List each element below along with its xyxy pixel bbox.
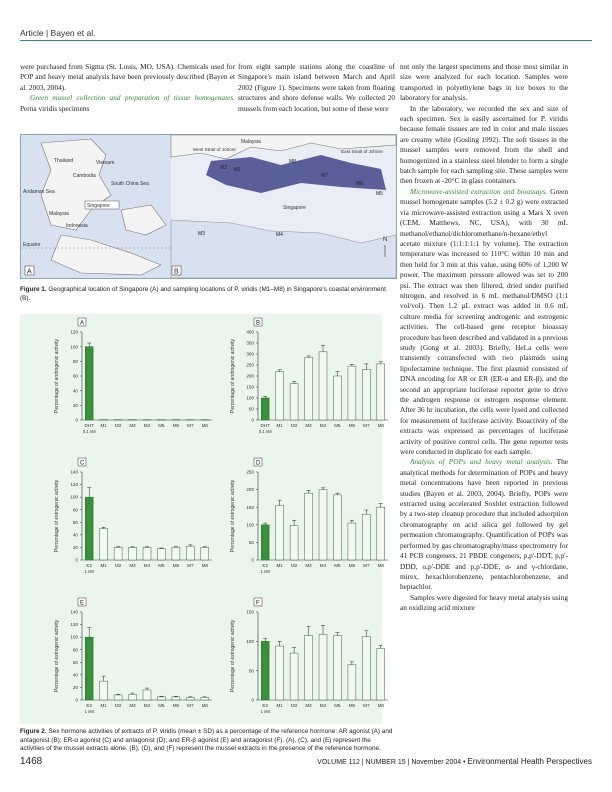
column-3-text — [400, 62, 568, 614]
y-tick-label: 400 — [246, 329, 254, 335]
x-tick-label: M8 — [201, 423, 208, 428]
x-tick-label: E2 — [262, 563, 269, 568]
y-tick-label: 0 — [251, 417, 254, 423]
bar — [143, 690, 151, 700]
map-label: Cambodia — [73, 173, 96, 179]
bar — [362, 514, 370, 560]
y-tick-label: 50 — [248, 406, 254, 412]
y-tick-label: 0 — [75, 557, 78, 563]
figure-1-map — [20, 134, 397, 279]
y-tick-label: 0 — [75, 417, 78, 423]
bar — [348, 665, 356, 700]
bar — [348, 523, 356, 560]
bar — [85, 637, 93, 700]
bar — [290, 384, 298, 420]
y-tick-label: 250 — [246, 362, 254, 368]
y-tick-label: 150 — [246, 504, 254, 510]
column-1-text — [20, 62, 235, 114]
x-tick-label: M6 — [172, 423, 180, 428]
y-tick-label: 350 — [246, 340, 254, 346]
x-tick-label: M4 — [319, 563, 327, 568]
figure-2-label: Figure 2. — [20, 728, 47, 735]
bar — [100, 681, 108, 700]
x-tick-label: M5 — [158, 703, 165, 708]
x-tick-label: M8 — [377, 703, 384, 708]
x-tick-label: M2 — [114, 423, 122, 428]
panel-a-label: A — [27, 268, 32, 276]
x-tick-label: M3 — [129, 423, 136, 428]
panel-label: B — [256, 320, 261, 327]
x-tick-label: M3 — [305, 423, 312, 428]
column-2-text — [238, 62, 395, 114]
y-tick-label: 150 — [246, 384, 254, 390]
y-tick-label: 250 — [246, 469, 254, 475]
station-label: M6 — [356, 181, 363, 187]
x-tick-label: E2 — [86, 703, 93, 708]
y-tick-label: 140 — [70, 609, 78, 615]
journal-info: VOLUME 112 | NUMBER 15 | November 2004 • Environmental Health Perspectives — [317, 757, 592, 766]
y-axis-label: Percentage of androgenic activity — [54, 339, 60, 413]
y-axis-label: Percentage of androgenic activity — [230, 339, 236, 413]
x-tick-label: M4 — [143, 563, 151, 568]
bar — [348, 366, 356, 420]
bar — [305, 493, 313, 560]
x-tick-label: DHT — [84, 423, 94, 428]
bar — [290, 653, 298, 700]
x-tick-label: M1 — [100, 703, 107, 708]
bar — [305, 635, 313, 700]
bar — [276, 646, 284, 700]
bar — [319, 634, 327, 700]
y-axis-label: Percentage of estrogenic activity — [230, 479, 236, 553]
x-tick-label: M1 — [100, 563, 107, 568]
x-tick-label: M1 — [100, 423, 107, 428]
bar — [290, 526, 298, 560]
y-tick-label: 200 — [246, 487, 254, 493]
panel-label: F — [256, 600, 260, 607]
north-arrow-label: N — [383, 237, 388, 243]
section-heading: Analysis of POPs and heavy metal analysis. — [410, 457, 553, 467]
x-tick-label: M2 — [290, 563, 298, 568]
x-tick-label: M8 — [377, 423, 384, 428]
x-tick-label: M1 — [276, 563, 283, 568]
y-tick-label: 40 — [72, 532, 78, 538]
y-tick-label: 100 — [70, 494, 78, 500]
x-tick-label: M3 — [305, 563, 312, 568]
bar — [114, 695, 122, 700]
figure-2 — [20, 314, 382, 724]
x-tick-label: M5 — [334, 423, 341, 428]
figure-1-label: Figure 1. — [20, 286, 47, 293]
panel-label: C — [80, 460, 85, 467]
bar — [186, 697, 194, 700]
map-label: West Strait of Johore — [193, 147, 236, 152]
x-tick-label: M5 — [158, 563, 165, 568]
x-tick-label: M2 — [290, 423, 298, 428]
map-label: Andaman Sea — [23, 189, 55, 195]
bar — [114, 547, 122, 560]
x-tick-sublabel: 1 nM — [260, 569, 270, 574]
y-tick-label: 100 — [246, 638, 254, 644]
y-tick-label: 100 — [70, 344, 78, 350]
bar — [100, 529, 108, 560]
x-tick-label: M5 — [334, 703, 341, 708]
x-tick-label: M6 — [348, 703, 356, 708]
bar — [319, 352, 327, 420]
bar — [157, 697, 165, 700]
x-tick-sublabel: 0.1 nM — [258, 429, 272, 434]
y-tick-label: 0 — [75, 697, 78, 703]
map-label: Malaysia — [49, 211, 69, 217]
bar — [201, 547, 209, 560]
x-tick-label: M2 — [114, 703, 122, 708]
x-tick-label: M4 — [143, 423, 151, 428]
paragraph: were purchased from Sigma (St. Louis, MO, USA). Chemicals used for POP and heavy metal analysis have been previously described (Bayen et al. 2003, 2004). — [20, 62, 235, 92]
y-tick-label: 120 — [70, 329, 78, 335]
bar — [157, 549, 165, 560]
bar — [201, 697, 209, 700]
station-label: M5 — [376, 191, 383, 197]
bar — [333, 376, 341, 420]
paragraph-text: The analytical methods for determination of POPs and heavy metal concentrations have been reported in previous studies (Bayen et al. 2003, 2004). Briefly, POPs were extracted using accelerated Soxhlet extraction followed by a two-step cleanup procedure that included adsorption chromatography on acid silica gel followed by gel permeation chromatography. Quantification of POPs was performed by gas chromatography/mass spectrometry for 41 PCB congeners, 21 PBDE congeners, p,p'-DDT, p,p'-DDD, o,p'-DDE and p,p'-DDE, α- and γ-chlordane, mirex, hexachlorobenzene, pentachlorobenzene, and heptachlor. — [400, 457, 568, 592]
station-label: M7 — [321, 173, 328, 179]
y-tick-label: 200 — [246, 373, 254, 379]
station-label: M4 — [276, 232, 283, 238]
bar — [377, 648, 385, 700]
panel-label: D — [256, 460, 261, 467]
x-tick-label: M1 — [276, 423, 283, 428]
y-tick-label: 150 — [246, 609, 254, 615]
x-tick-label: M8 — [201, 703, 208, 708]
x-tick-label: M6 — [348, 423, 356, 428]
y-axis-label: Percentage of estrogenic activity — [54, 479, 60, 553]
paragraph: Samples were digested for heavy metal analysis using an oxidizing acid mixture — [400, 592, 568, 613]
y-tick-label: 80 — [72, 358, 78, 364]
y-axis-label: Percentage of estrogenic activity — [230, 619, 236, 693]
bar — [319, 490, 327, 560]
paragraph: from eight sample stations along the coastline of Singapore's main island between March and April 2002 (Figure 1). Specimens were taken from floating structures and shore defense walls. We collected 20 mussels from each location, but some of these were — [238, 62, 395, 113]
bar — [333, 495, 341, 560]
paragraph — [400, 457, 568, 592]
bar — [276, 372, 284, 420]
station-label: M2 — [220, 165, 227, 171]
bar — [276, 505, 284, 560]
x-tick-label: M6 — [172, 563, 180, 568]
figure-2-svg — [20, 314, 382, 724]
x-tick-label: M7 — [187, 703, 194, 708]
x-tick-label: M3 — [305, 703, 312, 708]
bar — [172, 697, 180, 700]
map-label: Malaysia — [241, 139, 261, 145]
station-label: M3 — [198, 231, 205, 237]
x-tick-label: E2 — [262, 703, 269, 708]
map-svg — [21, 135, 396, 278]
y-tick-label: 20 — [72, 545, 78, 551]
header-rule — [20, 40, 592, 41]
y-tick-label: 120 — [70, 622, 78, 628]
x-tick-sublabel: 1 nM — [260, 709, 270, 714]
x-tick-label: M2 — [114, 563, 122, 568]
y-tick-label: 80 — [72, 647, 78, 653]
x-tick-label: M7 — [187, 423, 194, 428]
bar — [261, 641, 269, 700]
y-tick-label: 60 — [72, 519, 78, 525]
station-label: M1 — [234, 167, 241, 173]
y-tick-label: 50 — [248, 540, 254, 545]
y-tick-label: 20 — [72, 685, 78, 691]
bar — [143, 547, 151, 560]
y-tick-label: 0 — [251, 697, 254, 703]
y-tick-label: 0 — [251, 557, 254, 563]
paragraph — [400, 187, 568, 458]
x-tick-label: M2 — [290, 703, 298, 708]
x-tick-label: M3 — [129, 703, 136, 708]
x-tick-label: M7 — [363, 423, 370, 428]
x-tick-label: M6 — [172, 703, 180, 708]
y-axis-label: Percentage of estrogenic activity — [54, 619, 60, 693]
x-tick-label: M7 — [187, 563, 194, 568]
paragraph-text: Green mussel homogenate samples (5.2 ± 0.2 g) were extracted via microwave-assisted extraction using a Mars X oven (CEM, Matthews, NC, USA), with 30 mL methanol/ethanol/dichloromethane/n-hexane/ethyl acetate mixture (1:1:1:1:1 by volume). The extraction temperature was increased to 110°C within 10 min and then held for 3 min at this value, using 60% of 1,200 W power. The maximum pressure allowed was set to 200 psi. The extract was then filtered, dried under purified nitrogen, and resolved in 6 mL methanol/DMSO (1:1 vol/vol). Then 1.2 µL extract was added in 0.6 mL culture media for screening androgenic and estrogenic activities. The cell-based gene receptor bioassay procedure has been described and validated in a previous study (Gong et al. 2003). Briefly, HeLa cells were transiently cotransfected with two plasmids using lipofectamine technique. The first plasmid consisted of DNA encoding for AR or ER (ER-α and ER-β), and the second an appropriate luciferase reporter gene to drive the androgen response or estrogen response element. After 36 hr incubation, the cells were lysed and collected for measurement of luciferase activity. Bioactivity of the extracts was expressed as percentages of luciferase activity of positive control cells. The gene reporter tests were conducted in duplicate for each sample. — [400, 186, 568, 457]
bar — [85, 347, 93, 420]
subsection-heading: Green mussel collection and preparation of tissue homogenates. — [30, 93, 235, 103]
x-tick-label: M1 — [276, 703, 283, 708]
panel-label: E — [80, 600, 85, 607]
bar — [305, 357, 313, 420]
map-label: South China Sea — [111, 181, 149, 187]
bar — [261, 525, 269, 560]
x-tick-label: M3 — [129, 563, 136, 568]
map-label: Singapore — [87, 203, 110, 209]
y-tick-label: 100 — [246, 522, 254, 528]
bar — [333, 635, 341, 700]
y-tick-label: 50 — [248, 668, 254, 674]
bar — [362, 369, 370, 420]
y-tick-label: 60 — [72, 373, 78, 379]
x-tick-label: M8 — [201, 563, 208, 568]
map-label: Thailand — [54, 158, 74, 164]
bar — [129, 694, 137, 700]
x-tick-label: M7 — [363, 563, 370, 568]
y-tick-label: 100 — [70, 634, 78, 640]
station-label: M8 — [289, 159, 296, 165]
paragraph-text: Perna viridis specimens — [20, 103, 90, 113]
figure-2-caption — [20, 728, 395, 754]
x-tick-label: M8 — [377, 563, 384, 568]
y-tick-label: 300 — [246, 351, 254, 357]
bar — [129, 547, 137, 560]
paragraph: not only the largest specimens and those most similar in size were analyzed for each location. Samples were transported in polyethylene bags in ice boxes to the laboratory for analysis. — [400, 62, 568, 103]
map-label: Indonesia — [66, 223, 88, 229]
y-tick-label: 140 — [70, 469, 78, 475]
x-tick-label: M6 — [348, 563, 356, 568]
y-tick-label: 100 — [246, 395, 254, 401]
paragraph — [20, 93, 235, 114]
x-tick-sublabel: 1 nM — [84, 709, 94, 714]
x-tick-label: M5 — [158, 423, 165, 428]
x-tick-label: E2 — [86, 563, 93, 568]
x-tick-label: M4 — [143, 703, 151, 708]
map-label: Singapore — [283, 205, 306, 211]
x-tick-label: DHT — [260, 423, 270, 428]
paragraph: In the laboratory, we recorded the sex and size of each specimen. Sex is easily ascertained for P. viridis because female tissues are red in color and male tissues are creamy white (Gosling 1992). The soft tissues in the mussel samples were removed from the shell and homogenized in a stainless steel blender to form a single batch sample for each sampling site. These samples were then frozen at -20°C in glass containers. — [400, 103, 568, 186]
y-tick-label: 120 — [70, 482, 78, 488]
x-tick-label: M4 — [319, 703, 327, 708]
x-tick-label: M5 — [334, 563, 341, 568]
bar — [377, 507, 385, 560]
y-tick-label: 20 — [72, 402, 78, 408]
x-tick-label: M7 — [363, 703, 370, 708]
page-number: 1468 — [20, 756, 43, 767]
y-tick-label: 80 — [72, 507, 78, 513]
bar — [377, 364, 385, 420]
journal-name: Environmental Health Perspectives — [467, 757, 592, 766]
y-tick-label: 40 — [72, 672, 78, 678]
map-label: Equator — [23, 242, 41, 248]
bar — [172, 547, 180, 560]
map-label: Vietnam — [96, 160, 115, 166]
panel-label: A — [80, 320, 85, 327]
volume-info: VOLUME 112 | NUMBER 15 | November 2004 — [317, 759, 462, 766]
bar — [85, 497, 93, 560]
figure-1-caption-text: Geographical location of Singapore (A) and sampling locations of P. viridis (M1–M8) in Singapore's coastal environment (B). — [20, 286, 386, 302]
x-tick-sublabel: 1 nM — [84, 569, 94, 574]
x-tick-label: M4 — [319, 423, 327, 428]
map-label: East Strait of Johore — [341, 149, 383, 154]
bar — [362, 637, 370, 700]
x-tick-sublabel: 0.1 nM — [82, 429, 96, 434]
bar — [186, 546, 194, 560]
figure-1-caption — [20, 286, 395, 303]
bar — [261, 398, 269, 420]
section-heading: Microwave-assisted extraction and bioassays. — [410, 186, 548, 196]
figure-2-caption-text: Sex hormone activities of extracts of P. viridis (mean ± SD) as a percentage of the reference hormone: AR agonist (A) and antagonist (B); ER-α agonist (C) and antagonist (D); and ER-β agonist (E) and antagonist (F). (A), (C), and (E) represent the activities of the mussel extracts alone. (B), (D), and (F) represent the mussel extracts in the presence of the reference hormone. — [20, 728, 393, 753]
panel-b-label: B — [174, 268, 179, 276]
running-head: Article | Bayen et al. — [20, 28, 96, 38]
y-tick-label: 60 — [72, 659, 78, 665]
y-tick-label: 40 — [72, 388, 78, 394]
